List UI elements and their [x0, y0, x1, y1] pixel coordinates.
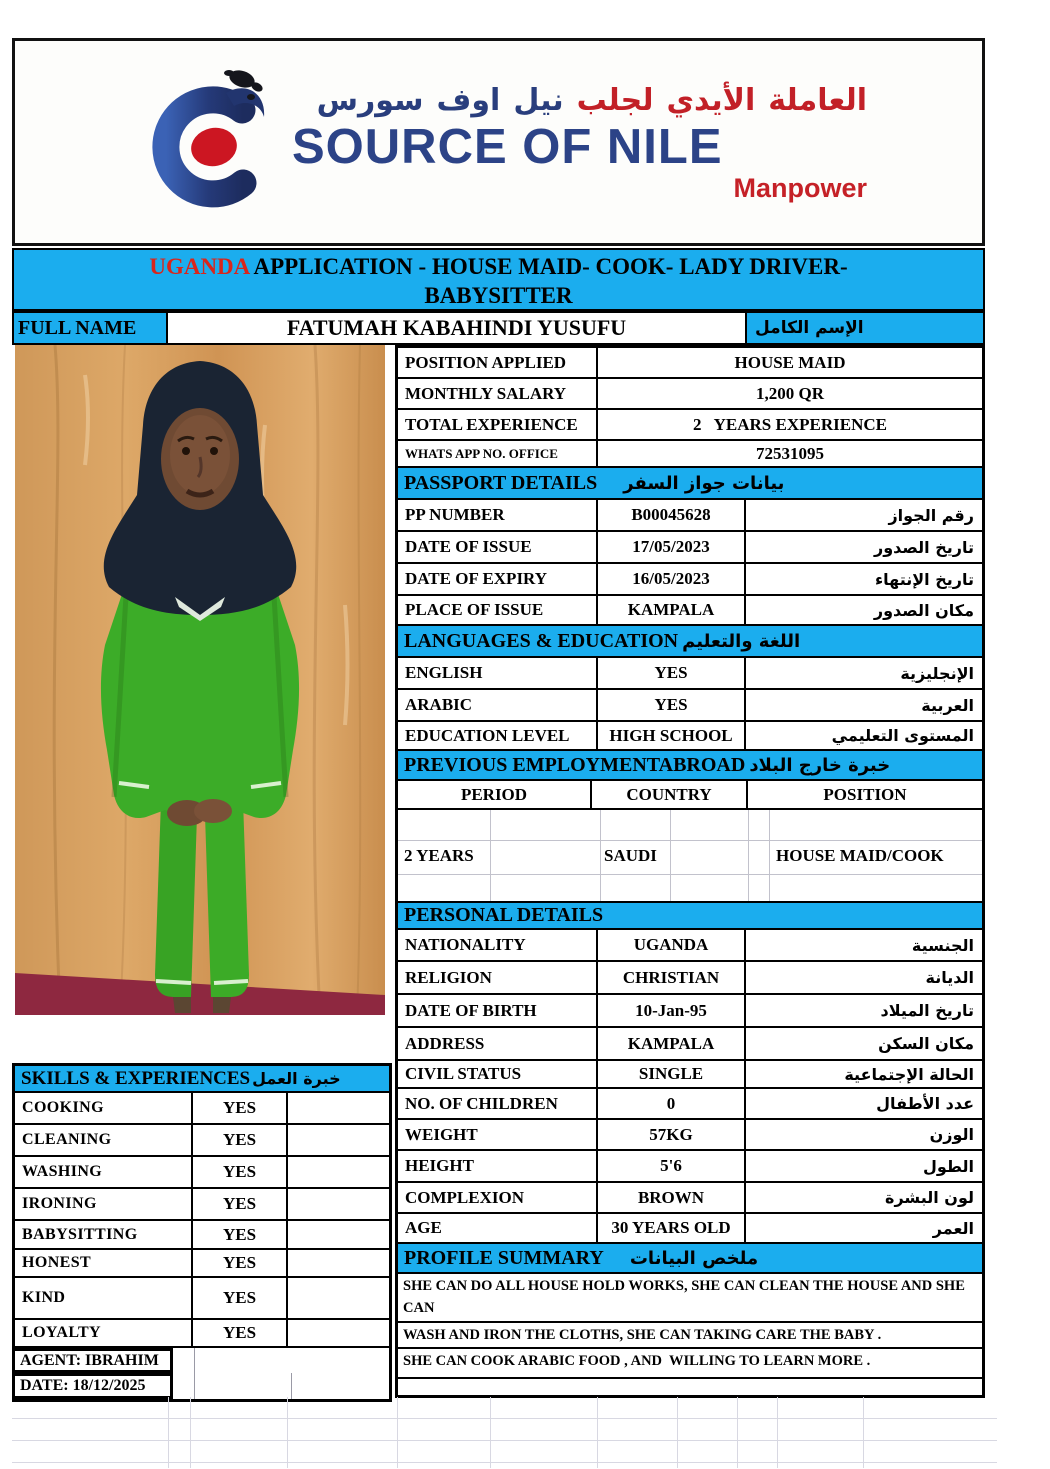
- table-row: [398, 658, 982, 690]
- field-label: AGE: [398, 1214, 598, 1242]
- column-header: COUNTRY: [592, 781, 748, 808]
- full-name-row: [12, 311, 985, 345]
- profile-summary-line: WASH AND IRON THE CLOTHS, SHE CAN TAKING CARE THE BABY .: [398, 1323, 982, 1349]
- table-row: [398, 930, 982, 962]
- employment-columns-row: [398, 781, 982, 810]
- field-value: YES: [598, 690, 746, 720]
- table-row: [398, 379, 982, 410]
- field-value: 1,200 QR: [756, 383, 824, 403]
- field-label: PLACE OF ISSUE: [398, 596, 598, 624]
- table-row: [398, 1183, 982, 1214]
- field-label-arabic: عدد الأطفال: [876, 1094, 974, 1113]
- field-label-arabic: تاريخ الإنتهاء: [874, 569, 974, 589]
- logo-arabic-word: الأيدي: [666, 83, 756, 118]
- skill-label: WASHING: [15, 1157, 193, 1187]
- field-label: DATE OF BIRTH: [398, 995, 598, 1026]
- table-row: [398, 1214, 982, 1244]
- field-label-arabic: المستوى التعليمي: [831, 726, 974, 745]
- field-label: ARABIC: [398, 690, 598, 720]
- field-label-arabic: تاريخ الميلاد: [880, 1001, 974, 1020]
- field-label: ADDRESS: [398, 1028, 598, 1059]
- field-label: NO. OF CHILDREN: [398, 1089, 598, 1118]
- field-label-arabic: لون البشرة: [885, 1188, 974, 1207]
- profile-summary-line: SHE CAN DO ALL HOUSE HOLD WORKS, SHE CAN CLEAN THE HOUSE AND SHE CAN: [398, 1274, 982, 1323]
- field-label: DATE OF ISSUE: [398, 532, 598, 562]
- passport-details-header: PASSPORT DETAILS بيانات جواز السفر: [398, 468, 982, 500]
- title-line1: UGANDA APPLICATION - HOUSE MAID- COOK- LADY DRIVER-: [149, 254, 848, 279]
- field-label-arabic: الإنجليزية: [900, 663, 974, 683]
- table-row: [398, 532, 982, 564]
- skill-label: KIND: [15, 1278, 193, 1318]
- full-name-value: FATUMAH KABAHINDI YUSUFU: [168, 313, 747, 343]
- skills-table: [12, 1063, 392, 1402]
- field-label-arabic: العربية: [921, 695, 974, 715]
- table-row: [398, 500, 982, 532]
- skill-row: [15, 1093, 389, 1125]
- field-label: NATIONALITY: [398, 930, 598, 960]
- field-value: KAMPALA: [598, 1028, 746, 1059]
- logo-arabic-word: العاملة: [768, 83, 867, 118]
- field-label: ENGLISH: [398, 658, 598, 688]
- field-value: 16/05/2023: [598, 564, 746, 594]
- field-label: WEIGHT: [398, 1120, 598, 1149]
- main-info-table: [395, 345, 985, 1398]
- languages-education-header: LANGUAGES & EDUCATION اللغة والتعليم: [398, 626, 982, 658]
- skill-value: YES: [193, 1189, 288, 1219]
- field-label: TOTAL EXPERIENCE: [398, 410, 598, 439]
- field-label: DATE OF EXPIRY: [398, 564, 598, 594]
- logo-arabic-word: سورس: [316, 83, 424, 118]
- table-row: [398, 1151, 982, 1183]
- employment-position: HOUSE MAID/COOK: [776, 846, 944, 865]
- field-value: 5'6: [598, 1151, 746, 1181]
- table-row: [398, 410, 982, 441]
- field-label-arabic: مكان السكن: [878, 1034, 974, 1053]
- profile-summary-line: SHE CAN COOK ARABIC FOOD , AND WILLING TO LEARN MORE .: [398, 1349, 982, 1379]
- table-row: [398, 1028, 982, 1061]
- company-name: SOURCE OF NILE: [292, 120, 723, 174]
- skill-value: YES: [193, 1250, 288, 1276]
- field-value: B00045628: [598, 500, 746, 530]
- field-value: UGANDA: [598, 930, 746, 960]
- table-row: [398, 1089, 982, 1120]
- employment-period: 2 YEARS: [404, 846, 474, 865]
- table-row: [398, 441, 982, 468]
- field-label-arabic: مكان الصدور: [873, 600, 974, 620]
- field-label-arabic: الوزن: [929, 1125, 974, 1144]
- field-label: COMPLEXION: [398, 1183, 598, 1212]
- field-label: EDUCATION LEVEL: [398, 722, 598, 749]
- skill-value: YES: [193, 1157, 288, 1187]
- previous-employment-header: PREVIOUS EMPLOYMENTABROAD خبرة خارج البلاد: [398, 751, 982, 781]
- agent-row: [15, 1348, 389, 1373]
- company-tagline: Manpower: [733, 173, 867, 203]
- skill-label: HONEST: [15, 1250, 193, 1276]
- field-value: CHRISTIAN: [598, 962, 746, 993]
- empty-row: [398, 1379, 982, 1395]
- skill-value: YES: [193, 1093, 288, 1123]
- field-value: 10-Jan-95: [598, 995, 746, 1026]
- date-field: DATE: 18/12/2025: [15, 1373, 173, 1399]
- column-header: POSITION: [823, 784, 907, 804]
- skill-value: YES: [193, 1320, 288, 1346]
- table-row: [398, 690, 982, 722]
- skill-row: [15, 1250, 389, 1278]
- employment-country: SAUDI: [604, 846, 657, 865]
- skills-experiences-header: SKILLS & EXPERIENCES خبرة العمل: [15, 1066, 389, 1093]
- full-name-label-arabic: الإسم الكامل: [747, 313, 983, 343]
- column-header: PERIOD: [398, 781, 592, 808]
- field-label-arabic: الديانة: [925, 968, 974, 987]
- field-label-arabic: الحالة الإجتماعية: [844, 1064, 974, 1084]
- field-label: MONTHLY SALARY: [398, 379, 598, 408]
- field-label-arabic: تاريخ الصدور: [874, 537, 974, 557]
- logo-arabic-word: اوف: [436, 83, 501, 118]
- full-name-label: FULL NAME: [14, 313, 168, 343]
- field-label-arabic: رقم الجواز: [888, 505, 974, 525]
- logo-arabic-name: [292, 81, 867, 121]
- title-banner: [12, 248, 985, 311]
- profile-summary-header: PROFILE SUMMARY ملخص البيانات: [398, 1244, 982, 1274]
- logo-header: [12, 38, 985, 246]
- table-row: [398, 596, 982, 626]
- skill-row: [15, 1221, 389, 1250]
- spreadsheet-gridlines: [12, 1397, 997, 1468]
- table-row: [398, 1061, 982, 1089]
- agent-field: AGENT: IBRAHIM: [15, 1348, 173, 1373]
- field-value: KAMPALA: [598, 596, 746, 624]
- skill-row: [15, 1278, 389, 1320]
- skill-row: [15, 1320, 389, 1348]
- field-value: 2 YEARS EXPERIENCE: [693, 414, 887, 434]
- table-row: [398, 995, 982, 1028]
- field-value: BROWN: [598, 1183, 746, 1212]
- skill-row: [15, 1157, 389, 1189]
- field-value: 0: [598, 1089, 746, 1118]
- logo-arabic-word: نيل: [513, 83, 564, 118]
- skill-value: YES: [193, 1125, 288, 1155]
- title-line2: BABYSITTER: [424, 283, 573, 308]
- field-label: HEIGHT: [398, 1151, 598, 1181]
- source-of-nile-logo-icon: [130, 63, 270, 221]
- field-value: 57KG: [598, 1120, 746, 1149]
- field-label: POSITION APPLIED: [398, 348, 598, 377]
- field-value: 30 YEARS OLD: [598, 1214, 746, 1242]
- field-value: HIGH SCHOOL: [598, 722, 746, 749]
- field-value: YES: [598, 658, 746, 688]
- field-value: 17/05/2023: [598, 532, 746, 562]
- table-row: [398, 722, 982, 751]
- field-label: PP NUMBER: [398, 500, 598, 530]
- field-label-arabic: العمر: [932, 1218, 974, 1238]
- skill-label: BABYSITTING: [15, 1221, 193, 1248]
- table-row: [398, 564, 982, 596]
- date-row: [15, 1373, 389, 1399]
- table-row: [398, 1120, 982, 1151]
- field-value: SINGLE: [598, 1061, 746, 1087]
- logo-arabic-word: لجلب: [576, 83, 654, 118]
- field-label-arabic: الجنسية: [911, 935, 974, 955]
- field-label-arabic: الطول: [923, 1156, 974, 1176]
- skill-label: LOYALTY: [15, 1320, 193, 1346]
- country-label: UGANDA: [149, 254, 249, 279]
- field-value: 72531095: [756, 443, 824, 463]
- skill-label: IRONING: [15, 1189, 193, 1219]
- skill-label: COOKING: [15, 1093, 193, 1123]
- table-row: [398, 962, 982, 995]
- personal-details-header: PERSONAL DETAILS: [398, 903, 982, 930]
- skill-row: [15, 1125, 389, 1157]
- skill-label: CLEANING: [15, 1125, 193, 1155]
- field-label: RELIGION: [398, 962, 598, 993]
- field-label: WHATS APP NO. OFFICE: [398, 441, 598, 466]
- field-value: HOUSE MAID: [734, 352, 846, 372]
- table-row: [398, 348, 982, 379]
- skill-value: YES: [193, 1221, 288, 1248]
- skill-row: [15, 1189, 389, 1221]
- skill-value: YES: [193, 1278, 288, 1318]
- employment-history-row: [398, 810, 982, 903]
- applicant-photo: [15, 345, 385, 1015]
- field-label: CIVIL STATUS: [398, 1061, 598, 1087]
